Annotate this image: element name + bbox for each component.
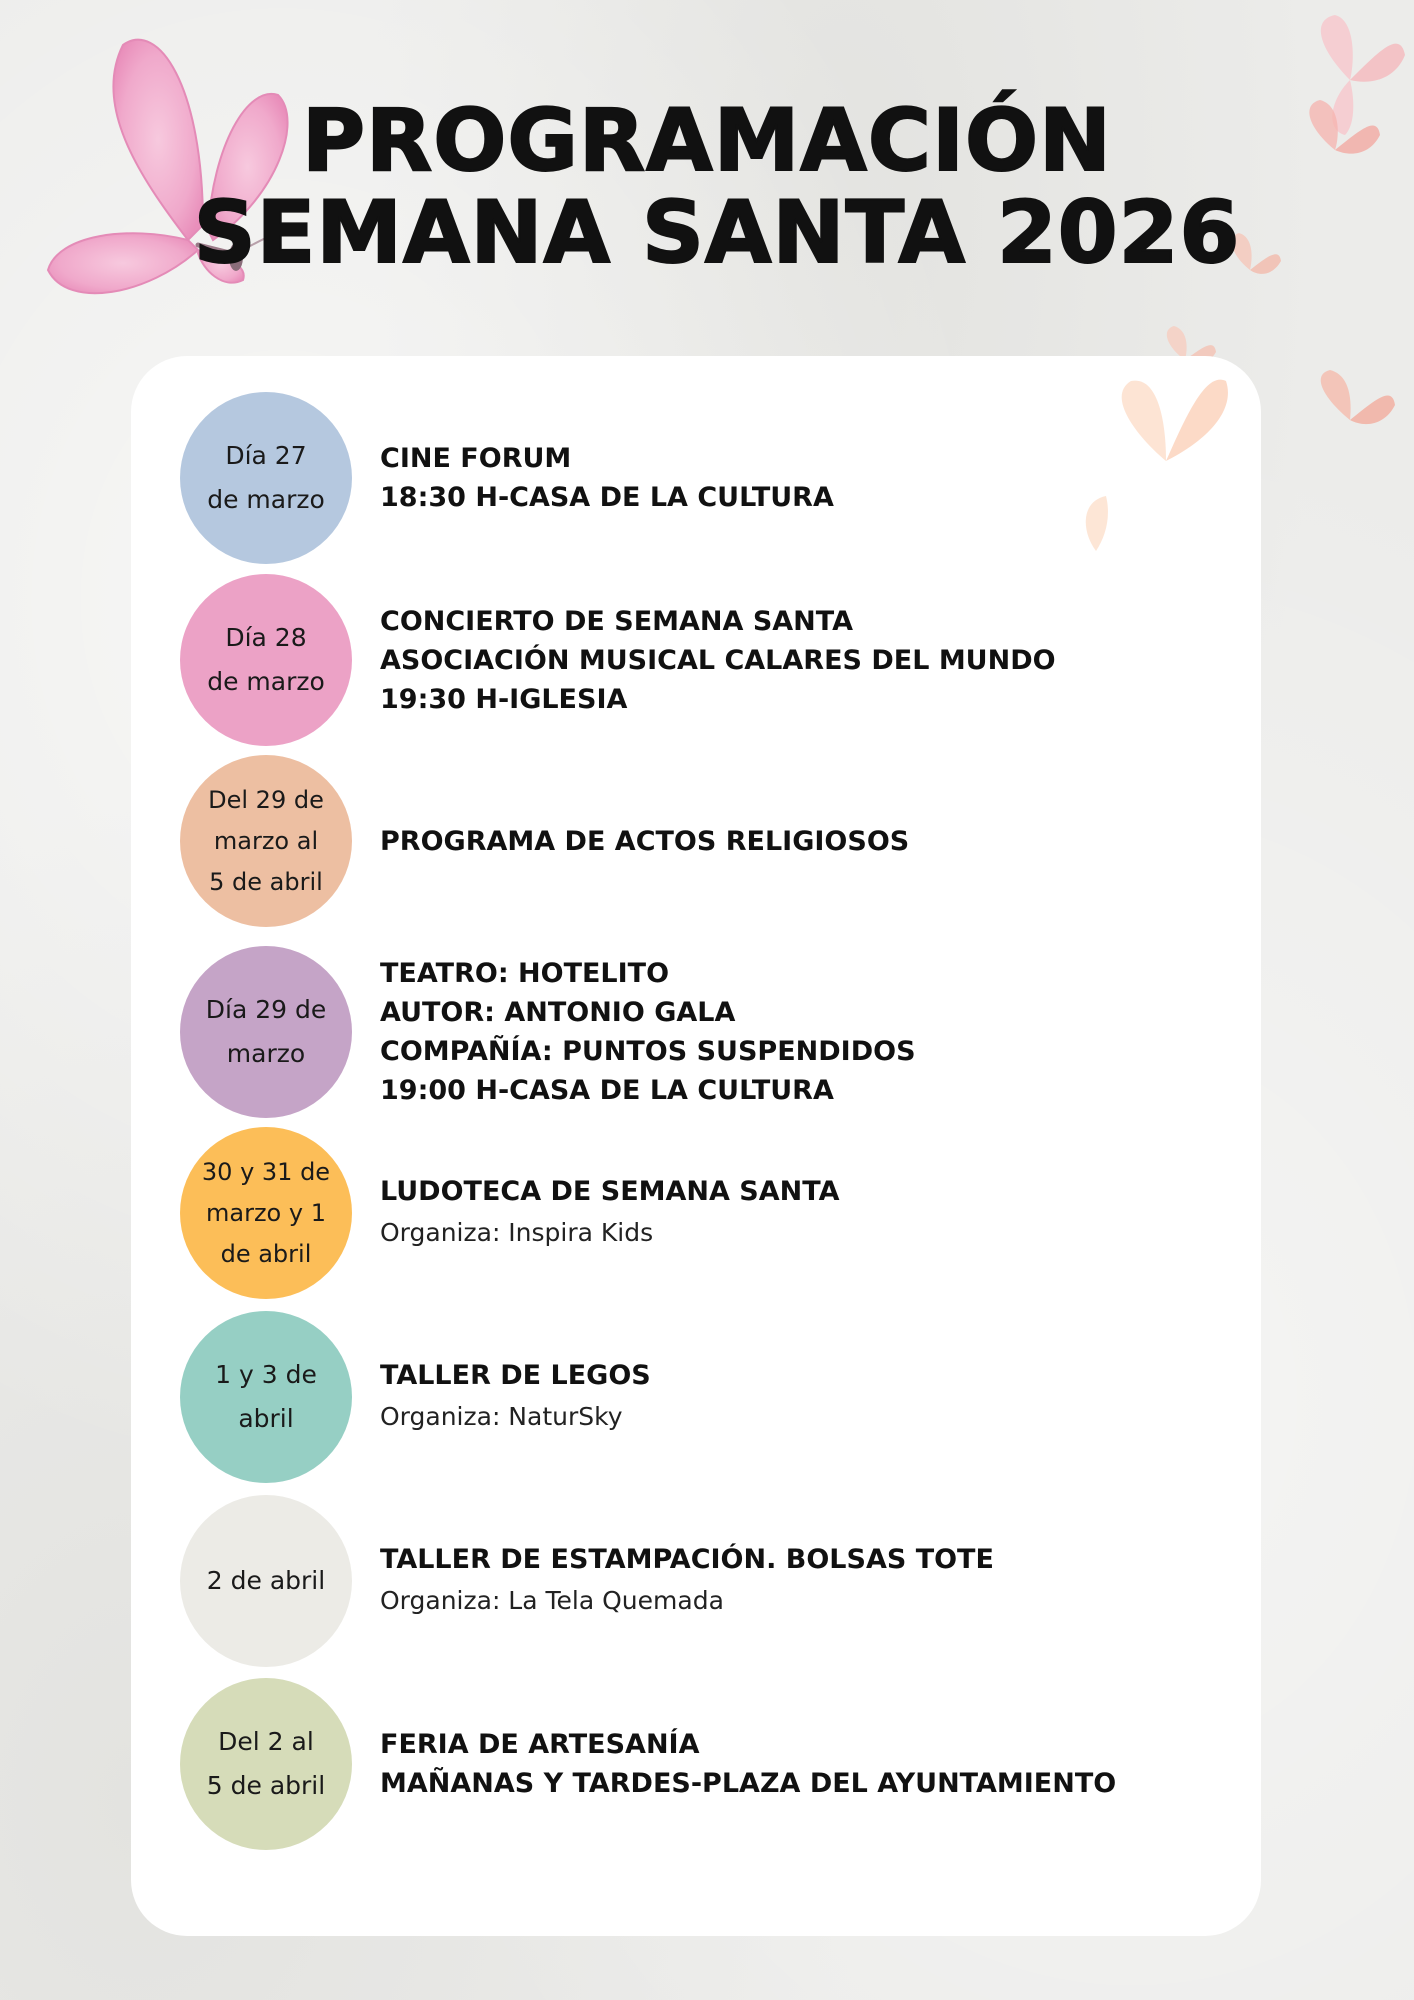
event-date: 2 de abril [206, 1566, 326, 1595]
event-date: 30 y 31 de marzo y 1 de abril [201, 1157, 331, 1268]
event-detail-line: 19:30 H-IGLESIA [380, 683, 628, 715]
event-details [380, 946, 1220, 1118]
event-date: Del 29 de marzo al 5 de abril [208, 785, 324, 896]
date-badge [180, 1678, 352, 1850]
event-item [180, 1311, 1220, 1483]
page-title [0, 91, 1414, 283]
event-detail-line: PROGRAMA DE ACTOS RELIGIOSOS [380, 825, 910, 857]
date-badge [180, 1495, 352, 1667]
date-badge [180, 574, 352, 746]
event-details [380, 1127, 1220, 1299]
event-organizer: Organiza: La Tela Quemada [380, 1585, 724, 1615]
event-details [380, 1495, 1220, 1667]
title-line-2: SEMANA SANTA 2026 [193, 183, 1241, 283]
event-detail-line: TALLER DE ESTAMPACIÓN. BOLSAS TOTE [380, 1543, 994, 1575]
event-organizer: Organiza: Inspira Kids [380, 1217, 654, 1247]
event-details [380, 392, 1220, 564]
event-detail-line: 19:00 H-CASA DE LA CULTURA [380, 1075, 834, 1106]
event-detail-line: TALLER DE LEGOS [380, 1359, 651, 1391]
event-detail-line: LUDOTECA DE SEMANA SANTA [380, 1175, 840, 1207]
event-item [180, 1127, 1220, 1299]
event-detail-line: FERIA DE ARTESANÍA [380, 1729, 700, 1760]
event-item [180, 574, 1220, 746]
event-details [380, 574, 1220, 746]
event-details [380, 1311, 1220, 1483]
event-details [380, 755, 1220, 927]
date-badge [180, 755, 352, 927]
event-details [380, 1678, 1220, 1850]
event-item [180, 1495, 1220, 1667]
date-badge [180, 946, 352, 1118]
event-detail-line: TEATRO: HOTELITO [380, 958, 670, 989]
event-organizer: Organiza: NaturSky [380, 1401, 623, 1431]
date-badge [180, 1311, 352, 1483]
title-line-1: PROGRAMACIÓN [301, 91, 1113, 191]
event-date: Día 27 de marzo [207, 441, 325, 514]
date-badge [180, 1127, 352, 1299]
event-date: Día 28 de marzo [207, 623, 325, 696]
event-item [180, 392, 1220, 564]
event-detail-line: CONCIERTO DE SEMANA SANTA [380, 605, 853, 637]
date-badge [180, 392, 352, 564]
event-item [180, 1678, 1220, 1850]
event-detail-line: MAÑANAS Y TARDES-PLAZA DEL AYUNTAMIENTO [380, 1768, 1117, 1799]
event-detail-line: CINE FORUM [380, 443, 572, 474]
event-detail-line: 18:30 H-CASA DE LA CULTURA [380, 482, 834, 513]
event-date: Del 2 al 5 de abril [206, 1727, 326, 1800]
event-date: Día 29 de marzo [205, 995, 327, 1068]
event-detail-line: ASOCIACIÓN MUSICAL CALARES DEL MUNDO [380, 644, 1056, 676]
butterfly-icon [1300, 360, 1400, 450]
event-item [180, 946, 1220, 1118]
event-detail-line: AUTOR: ANTONIO GALA [380, 997, 736, 1028]
event-detail-line: COMPAÑÍA: PUNTOS SUSPENDIDOS [380, 1036, 916, 1067]
event-item [180, 755, 1220, 927]
event-date: 1 y 3 de abril [215, 1360, 317, 1433]
